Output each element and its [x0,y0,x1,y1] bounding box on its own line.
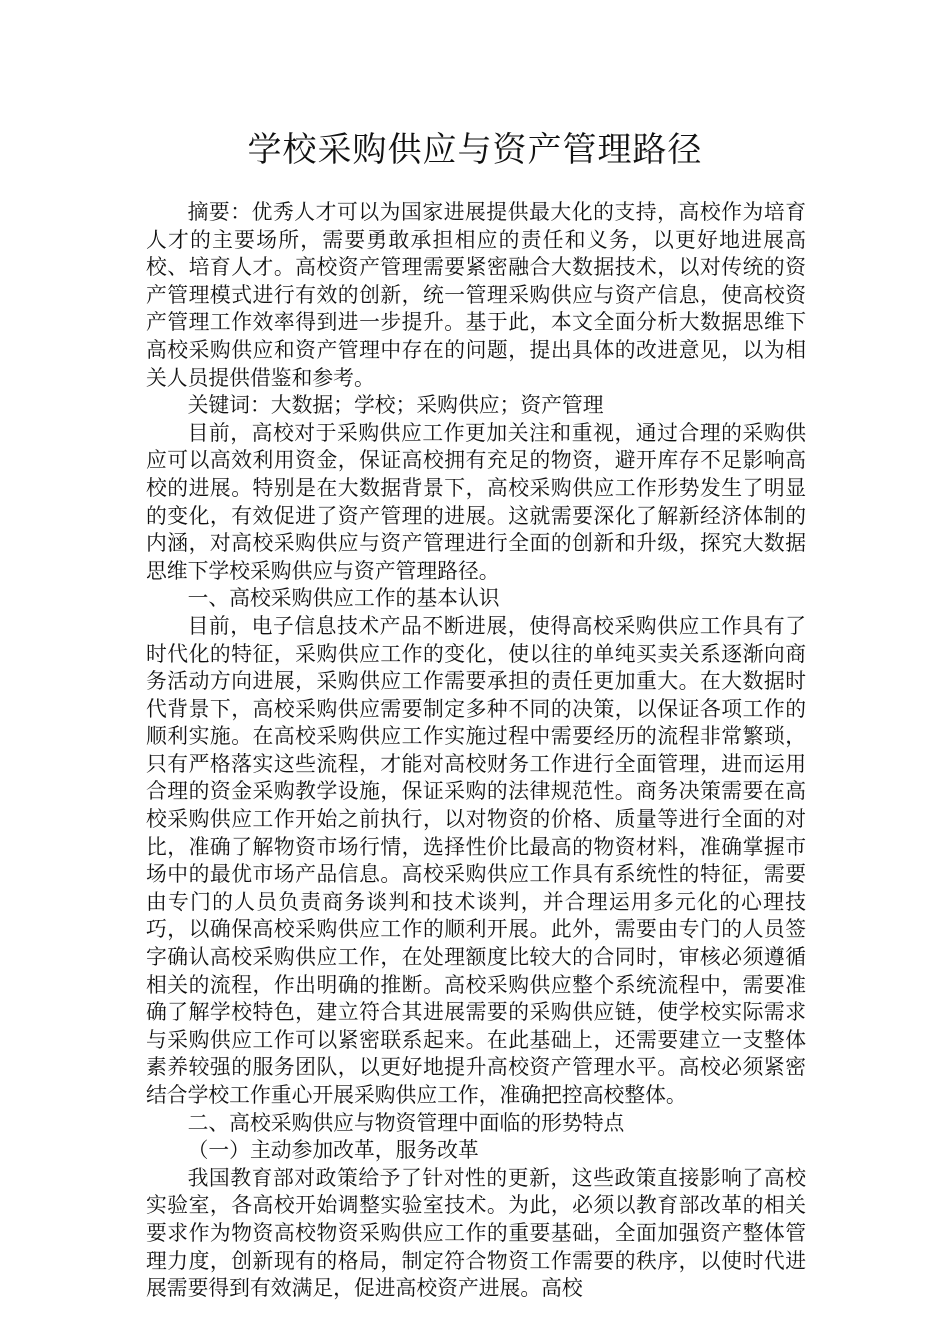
keywords-paragraph: 关键词：大数据；学校；采购供应；资产管理 [187,393,604,418]
section-heading-1: 一、高校采购供应工作的基本认识 [187,586,500,611]
document-body [146,199,806,1303]
document-title: 学校采购供应与资产管理路径 [247,130,703,170]
section-heading-2: 二、高校采购供应与物资管理中面临的形势特点 [187,1110,625,1135]
subsection-2-1-paragraph: 我国教育部对政策给予了针对性的更新，这些政策直接影响了高校实验室，各高校开始调整实验室技术。为此，必须以教育部改革的相关要求作为物资高校物资采购供应工作的重要基础，全面加强资产整体管理力度，创新现有的格局，制定符合物资工作需要的秩序，以使时代进展需要得到有效满足，促进高校资产进展。高校 [146,1165,806,1301]
section-1-paragraph: 目前，电子信息技术产品不断进展，使得高校采购供应工作具有了时代化的特征，采购供应工作的变化，使以往的单纯买卖关系逐渐向商务活动方向进展，采购供应工作需要承担的责任更加重大。在大数据时代背景下，高校采购供应需要制定多种不同的决策，以保证各项工作的顺利实施。在高校采购供应工作实施过程中需要经历的流程非常繁琐，只有严格落实这些流程，才能对高校财务工作进行全面管理，进而运用合理的资金采购教学设施，保证采购的法律规范性。商务决策需要在高校采购供应工作开始之前执行，以对物资的价格、质量等进行全面的对比，准确了解物资市场行情，选择性价比最高的物资材料，准确掌握市场中的最优市场产品信息。高校采购供应工作具有系统性的特征，需要由专门的人员负责商务谈判和技术谈判，并合理运用多元化的心理技巧，以确保高校采购供应工作的顺利开展。此外，需要由专门的人员签字确认高校采购供应工作，在处理额度比较大的合同时，审核必须遵循相关的流程，作出明确的推断。高校采购供应整个系统流程中，需要准确了解学校特色，建立符合其进展需要的采购供应链，使学校实际需求与采购供应工作可以紧密联系起来。在此基础上，还需要建立一支整体素养较强的服务团队，以更好地提升高校资产管理水平。高校必须紧密结合学校工作重心开展采购供应工作，准确把控高校整体。 [146,613,806,1107]
intro-paragraph: 目前，高校对于采购供应工作更加关注和重视，通过合理的采购供应可以高效利用资金，保证高校拥有充足的物资，避开库存不足影响高校的进展。特别是在大数据背景下，高校采购供应工作形势发生了明显的变化，有效促进了资产管理的进展。这就需要深化了解新经济体制的内涵，对高校采购供应与资产管理进行全面的创新和升级，探究大数据思维下学校采购供应与资产管理路径。 [146,420,806,583]
abstract-paragraph: 摘要：优秀人才可以为国家进展提供最大化的支持，高校作为培育人才的主要场所，需要勇敢承担相应的责任和义务，以更好地进展高校、培育人才。高校资产管理需要紧密融合大数据技术，以对传统的资产管理模式进行有效的创新，统一管理采购供应与资产信息，使高校资产管理工作效率得到进一步提升。基于此，本文全面分析大数据思维下高校采购供应和资产管理中存在的问题，提出具体的改进意见，以为相关人员提供借鉴和参考。 [146,200,806,390]
subsection-heading-2-1: （一）主动参加改革，服务改革 [187,1138,479,1163]
